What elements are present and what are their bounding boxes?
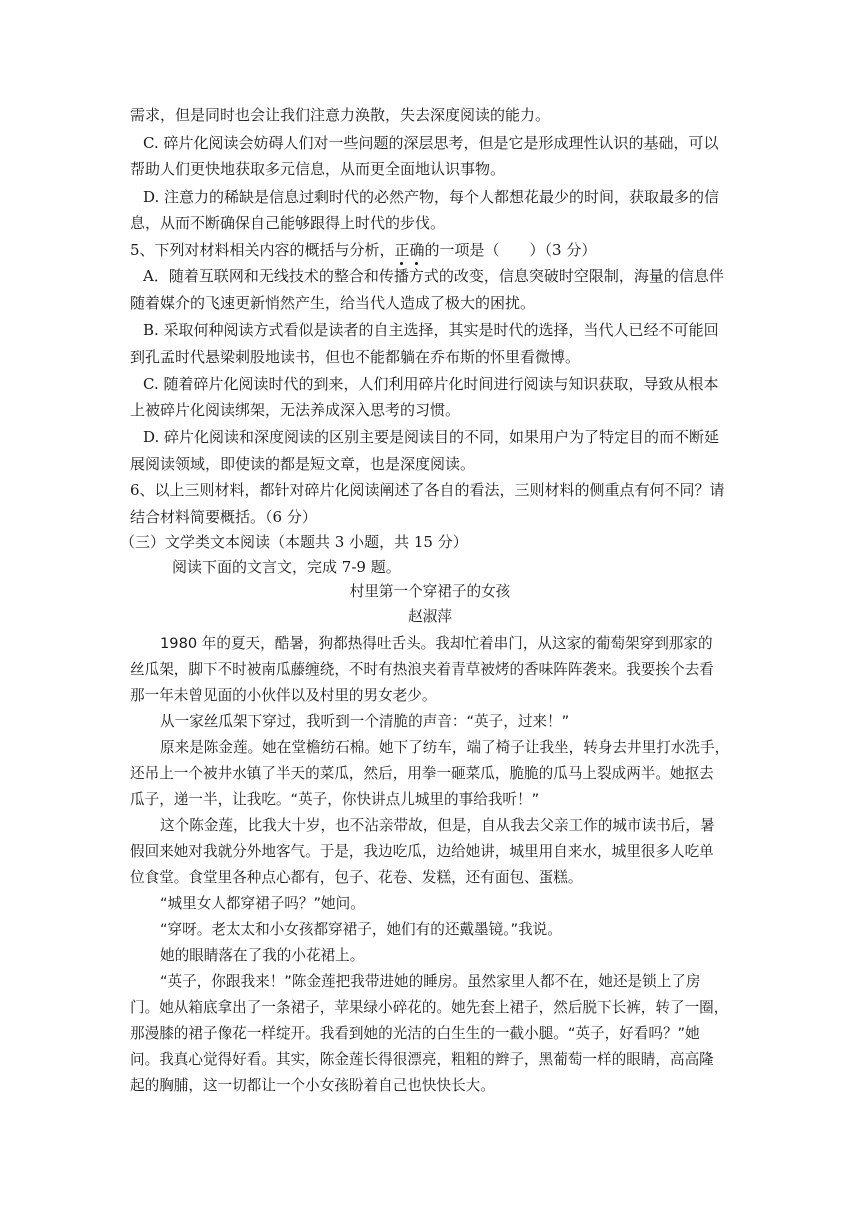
q5-option-c-cont: 上被碎片化阅读绑架，无法养成深入思考的习惯。: [130, 401, 461, 419]
story-paragraph: 这个陈金莲，比我大十岁，也不沾亲带故，但是，自从我去父亲工作的城市读书后，暑: [160, 817, 715, 834]
story-line: 丝瓜架，脚下不时被南瓜藤缠绕，不时有热浪夹着青草被烤的香味阵阵袭来。我要挨个去看: [130, 661, 714, 678]
story-paragraph: 1980 年的夏天，酷暑，狗都热得吐舌头。我却忙着串门，从这家的葡萄架穿到那家的: [160, 635, 713, 652]
q5-option-d-cont: 展阅读领域，即使读的都是短文章，也是深度阅读。: [130, 455, 476, 473]
story-line: 瓜子，递一半，让我吃。“英子，你快讲点儿城里的事给我听！”: [130, 791, 540, 808]
story-author: 赵淑萍: [408, 608, 452, 625]
q4-option-c: C. 碎片化阅读会妨碍人们对一些问题的深层思考，但是它是形成理性认识的基础，可以: [143, 134, 719, 152]
story-line: 还吊上一个被井水镇了半天的菜瓜，然后，用拳一砸菜瓜，脆脆的瓜马上裂成两半。她抠去: [130, 765, 714, 782]
story-line: 门。她从箱底拿出了一条裙子，苹果绿小碎花的。她先套上裙子，然后脱下长裤，转了一圈，: [130, 999, 729, 1016]
q5-option-a: A．随着互联网和无线技术的整合和传播方式的改变，信息突破时空限制，海量的信息伴: [143, 267, 724, 285]
q4-option-d-cont: 息，从而不断确保自己能够跟得上时代的步伐。: [130, 214, 446, 232]
story-line: 那漫膝的裙子像花一样绽开。我看到她的光洁的白生生的一截小腿。“英子，好看吗？”她: [130, 1025, 700, 1042]
option-b-continued: 需求，但是同时也会让我们注意力涣散，失去深度阅读的能力。: [130, 106, 551, 124]
q4-option-d: D. 注意力的稀缺是信息过剩时代的必然产物，每个人都想花最少的时间，获取最多的信: [143, 188, 720, 206]
story-line: 起的胸脯，这一切都让一个小女孩盼着自己也快快长大。: [130, 1077, 495, 1094]
story-paragraph: “英子，你跟我来！”陈金莲把我带进她的睡房。虽然家里人都不在，她还是锁上了房: [160, 973, 701, 990]
q5-option-c: C. 随着碎片化阅读时代的到来，人们利用碎片化时间进行阅读与知识获取，导致从根本: [143, 375, 719, 393]
story-line: 那一年未曾见面的小伙伴以及村里的男女老少。: [130, 687, 437, 704]
question-5-stem: 5、下列对材料相关内容的概括与分析，正确的一项是（ ）（3 分）: [130, 241, 597, 259]
q5-option-b-cont: 到孔孟时代悬梁刺股地读书，但也不能都躺在乔布斯的怀里看微博。: [130, 348, 581, 366]
emphasis-dot: [400, 262, 403, 265]
story-paragraph: 从一家丝瓜架下穿过，我听到一个清脆的声音：“英子，过来！”: [160, 713, 570, 730]
story-dialogue: “穿呀。老太太和小女孩都穿裙子，她们有的还戴墨镜。”我说。: [160, 921, 562, 938]
story-paragraph: 原来是陈金莲。她在堂檐纺石棉。她下了纺车，端了椅子让我坐，转身去井里打水洗手，: [160, 739, 730, 756]
story-line: 问。我真心觉得好看。其实，陈金莲长得很漂亮，粗粗的辫子，黑葡萄一样的眼睛，高高隆: [130, 1051, 714, 1068]
story-title: 村里第一个穿裙子的女孩: [349, 583, 511, 600]
section-instruction: 阅读下面的文言文，完成 7-9 题。: [172, 558, 401, 576]
q5-option-d: D. 碎片化阅读和深度阅读的区别主要是阅读目的不同，如果用户为了特定目的而不断延: [143, 428, 720, 446]
story-dialogue: “城里女人都穿裙子吗？”她问。: [160, 895, 365, 912]
story-line: 位食堂。食堂里各种点心都有，包子、花卷、发糕，还有面包、蛋糕。: [130, 869, 583, 886]
section-heading: （三）文学类文本阅读（本题共 3 小题，共 15 分）: [120, 533, 468, 551]
q5-option-a-cont: 随着媒介的飞速更新悄然产生，给当代人造成了极大的困扰。: [130, 294, 536, 312]
story-line: 假回来她对我就分外地客气。于是，我边吃瓜，边给她讲，城里用自来水，城里很多人吃单: [130, 843, 714, 860]
story-paragraph: 她的眼睛落在了我的小花裙上。: [160, 947, 365, 964]
question-6-stem: 6、以上三则材料，都针对碎片化阅读阐述了各自的看法，三则材料的侧重点有何不同？请: [130, 481, 725, 499]
question-6-cont: 结合材料简要概括。（6 分）: [130, 508, 317, 526]
emphasis-dot: [415, 262, 418, 265]
q4-option-c-cont: 帮助人们更快地获取多元信息，从而更全面地认识事物。: [130, 160, 506, 178]
q5-option-b: B. 采取何种阅读方式看似是读者的自主选择，其实是时代的选择，当代人已经不可能回: [143, 321, 719, 339]
